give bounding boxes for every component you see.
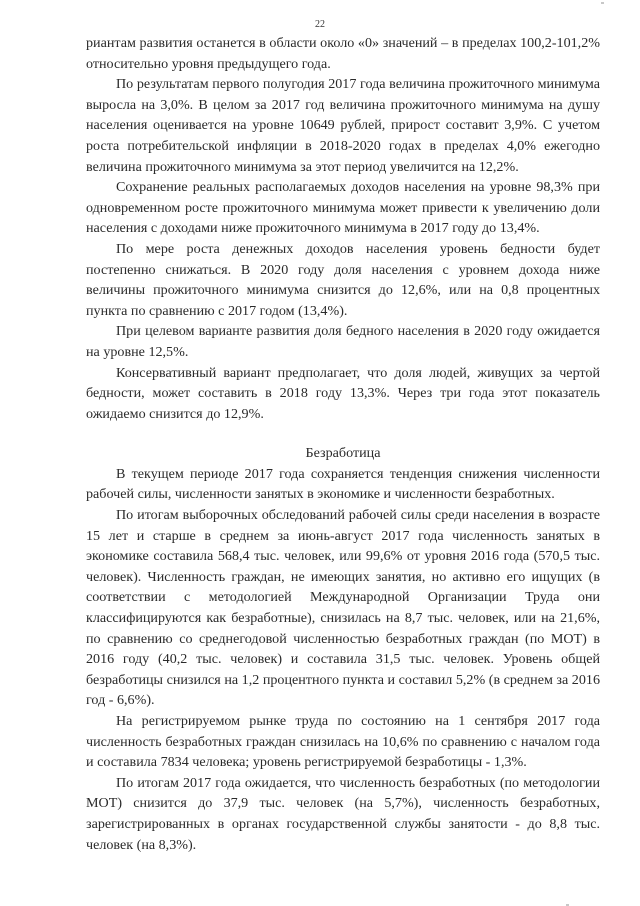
page-body bbox=[86, 33, 600, 855]
section-heading: Безработица bbox=[305, 445, 381, 462]
paragraph: Сохранение реальных располагаемых доходов населения на уровне 98,3% при одновременном росте прожиточного минимума может привести к увеличению доли населения с доходами ниже прожиточного минимума в 2017 году до 13,4%. bbox=[86, 179, 600, 237]
paragraph: По результатам первого полугодия 2017 года величина прожиточного минимума выросла на 3,0%. В целом за 2017 год величина прожиточного минимума на душу населения оценивается на уровне 10649 рублей, прирост составит 3,9%. С учетом роста потребительской инфляции в 2018-2020 годах в пределах 4,0% ежегодно величина прожиточного минимума за этот период увеличится на 12,2%. bbox=[86, 76, 600, 175]
paragraph: По итогам 2017 года ожидается, что численность безработных (по методологии МОТ) снизится до 37,9 тыс. человек (на 5,7%), численность безработных, зарегистрированных в органах государственной службы занятости - до 8,8 тыс. человек (на 8,3%). bbox=[86, 774, 600, 853]
paragraph: В текущем периоде 2017 года сохраняется тенденция снижения численности рабочей силы, численности занятых в экономике и численности безработных. bbox=[86, 465, 600, 503]
paragraph: На регистрируемом рынке труда по состоянию на 1 сентября 2017 года численность безработных граждан снизилась на 10,6% по сравнению с началом года и составила 7834 человека; уровень регистрируемой безработицы - 1,3%. bbox=[86, 713, 600, 771]
paragraph: По мере роста денежных доходов населения уровень бедности будет постепенно снижаться. В 2020 году доля населения с уровнем дохода ниже величины прожиточного минимума снизится до 12,6%, или на 0,8 процентных пункта по сравнению с 2017 годом (13,4%). bbox=[86, 240, 600, 319]
paragraph-continuation: риантам развития останется в области около «0» значений – в пределах 100,2-101,2% относительно уровня предыдущего года. bbox=[86, 35, 600, 72]
page-number: 22 bbox=[315, 19, 325, 30]
paragraph: При целевом варианте развития доля бедного населения в 2020 году ожидается на уровне 12,5%. bbox=[86, 323, 600, 360]
paragraph: Консервативный вариант предполагает, что доля людей, живущих за чертой бедности, может составить в 2018 году 13,3%. Через три года этот показатель ожидаемо снизится до 12,9%. bbox=[86, 364, 600, 422]
paragraph: По итогам выборочных обследований рабочей силы среди населения в возрасте 15 лет и старше в среднем за июнь-август 2017 года численность занятых в экономике составила 568,4 тыс. человек, или 99,6% от уровня 2016 года (570,5 тыс. человек). Численность граждан, не имеющих занятия, но активно его ищущих (в соответствии с методологией Международной Организации Труда они классифицируются как безработные), снизилась на 8,7 тыс. человек, или на 21,6%, по сравнению со среднегодовой численностью безработных граждан (по МОТ) в 2016 году (40,2 тыс. человек) и составила 31,5 тыс. человек. Уровень общей безработицы снизился на 1,2 процентного пункта и составил 5,2% (в среднем за 2016 год - 6,6%). bbox=[86, 507, 600, 709]
scan-artifact bbox=[601, 2, 604, 4]
